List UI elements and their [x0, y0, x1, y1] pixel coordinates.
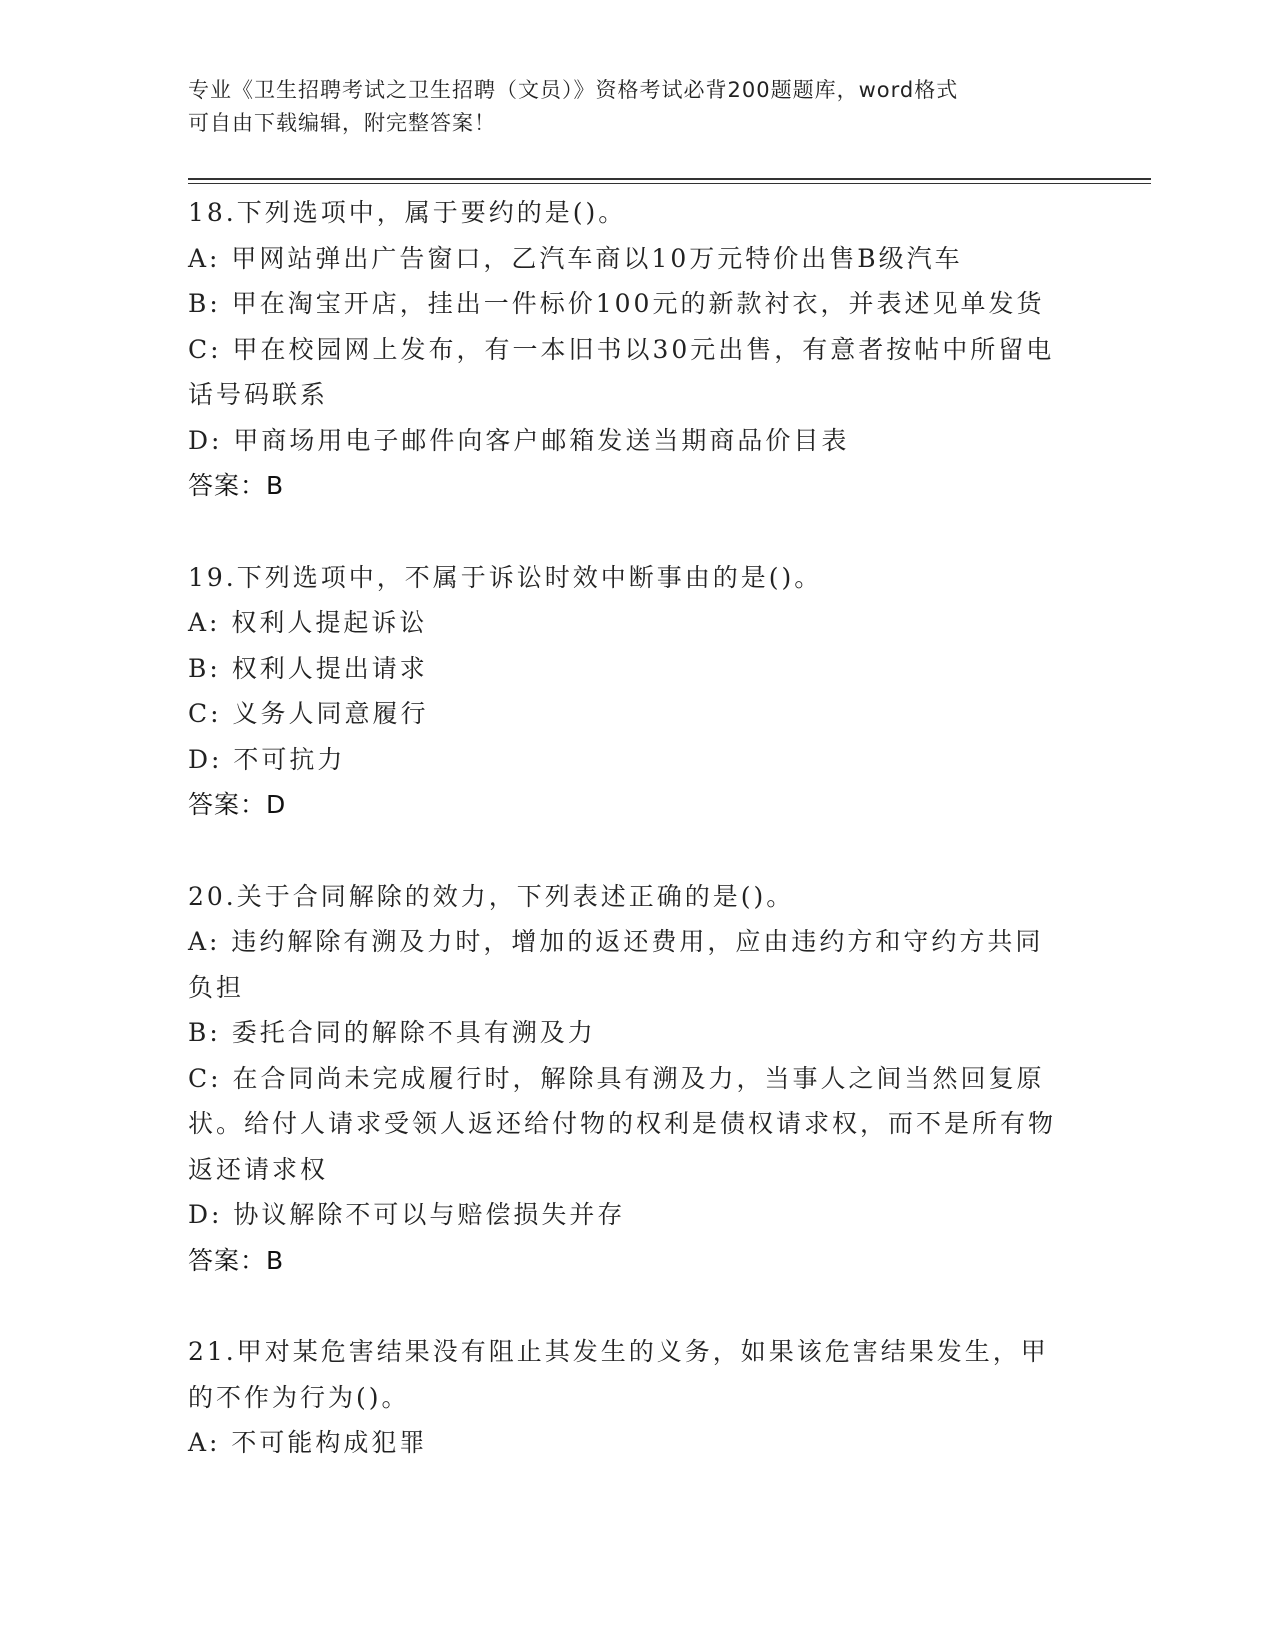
page-header — [188, 74, 1068, 140]
option-b: B: 委托合同的解除不具有溯及力 — [188, 1018, 596, 1047]
option-c: C: 在合同尚未完成履行时，解除具有溯及力，当事人之间当然回复原状。给付人请求受领人返还给付物的权利是债权请求权，而不是所有物返还请求权 — [188, 1063, 1057, 1184]
question-21 — [188, 1329, 1068, 1466]
option-a: A: 不可能构成犯罪 — [188, 1428, 428, 1457]
option-a: A: 违约解除有溯及力时，增加的返还费用，应由违约方和守约方共同负担 — [188, 927, 1044, 1002]
option-d: D: 协议解除不可以与赔偿损失并存 — [188, 1200, 626, 1229]
option-c: C: 义务人同意履行 — [188, 699, 429, 728]
option-b: B: 权利人提出请求 — [188, 653, 428, 683]
option-a: A: 甲网站弹出广告窗口，乙汽车商以10万元特价出售B级汽车 — [188, 243, 963, 273]
question-20 — [188, 874, 1068, 1284]
answer: 答案：D — [188, 790, 287, 819]
answer: 答案：B — [188, 471, 285, 500]
answer: 答案：B — [188, 1245, 285, 1275]
question-list — [188, 190, 1068, 1512]
option-c: C: 甲在校园网上发布，有一本旧书以30元出售，有意者按帖中所留电话号码联系 — [188, 334, 1055, 409]
question-19 — [188, 555, 1068, 828]
question-stem: 19.下列选项中，不属于诉讼时效中断事由的是()。 — [188, 562, 823, 592]
header-line-1: 专业《卫生招聘考试之卫生招聘（文员）》资格考试必背200题题库，word格式 — [188, 78, 959, 102]
option-a: A: 权利人提起诉讼 — [188, 608, 428, 637]
question-18 — [188, 190, 1068, 509]
option-b: B: 甲在淘宝开店，挂出一件标价100元的新款衬衣，并表述见单发货 — [188, 289, 1045, 318]
header-divider-thick — [188, 178, 1151, 180]
header-line-2: 可自由下载编辑，附完整答案！ — [188, 111, 496, 135]
question-stem: 18.下列选项中，属于要约的是()。 — [188, 198, 627, 227]
question-stem: 21.甲对某危害结果没有阻止其发生的义务，如果该危害结果发生，甲的不作为行为()。 — [188, 1337, 1049, 1412]
header-divider-thin — [188, 183, 1151, 184]
question-stem: 20.关于合同解除的效力，下列表述正确的是()。 — [188, 881, 795, 911]
option-d: D: 不可抗力 — [188, 744, 346, 774]
option-d: D: 甲商场用电子邮件向客户邮箱发送当期商品价目表 — [188, 425, 850, 455]
